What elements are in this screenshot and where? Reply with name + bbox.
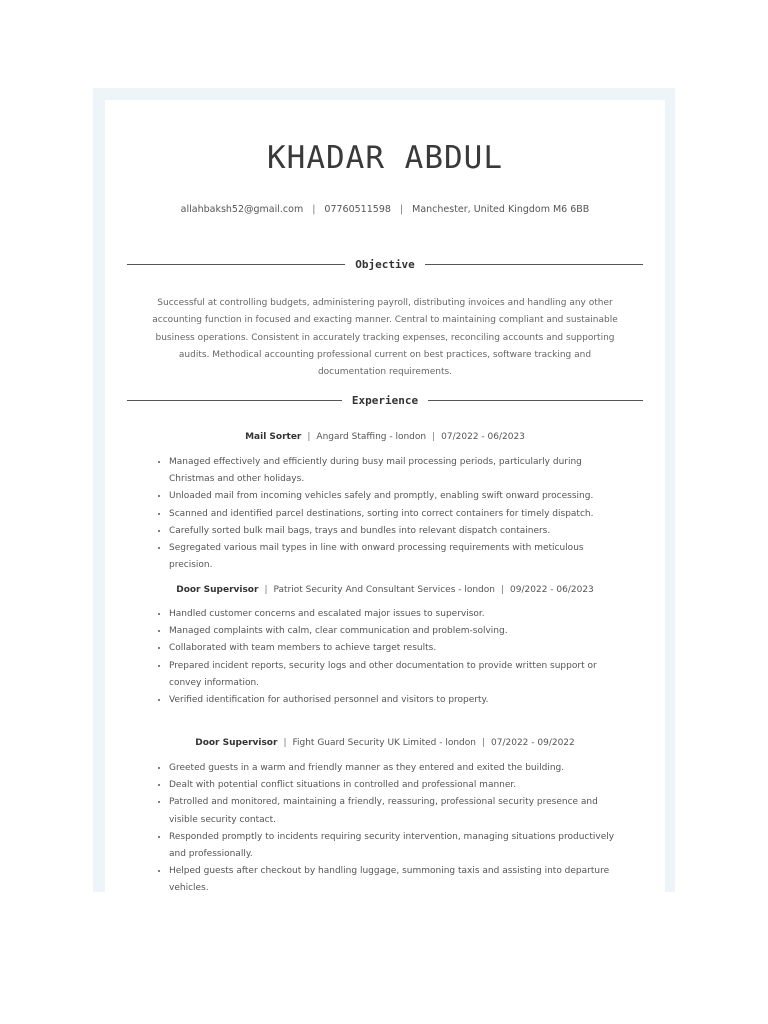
job-bullet: • Scanned and identified parcel destinations, sorting into correct containers for timely dispatch. [169,506,625,523]
job-title-line [105,432,665,442]
job-bullet-list [153,760,625,898]
objective-heading [127,256,643,272]
job-role: Door Supervisor [195,738,278,748]
experience-heading-text: Experience [351,393,419,407]
job-separator: | [481,738,486,748]
job-bullet-list [153,606,625,709]
heading-rule-left [127,400,342,401]
contact-location: Manchester, United Kingdom M6 6BB [412,204,590,215]
job-bullet: • Managed effectively and efficiently during busy mail processing periods, particularly during Christmas and other holidays. [169,454,625,488]
resume-page [105,100,665,892]
job-bullet: • Unloaded mail from incoming vehicles safely and promptly, enabling swift onward processing. [169,488,625,505]
job-separator: | [500,585,505,595]
job-separator: | [307,432,311,442]
job-bullet: • Segregated various mail types in line with onward processing requirements with meticulous precision. [169,540,625,574]
job-bullet: • Patrolled and monitored, maintaining a friendly, reassuring, professional security presence and visible security contact. [169,794,625,828]
job-bullet: • Responded promptly to incidents requiring security intervention, managing situations productively and professionally. [169,829,625,863]
heading-rule-right [425,264,643,265]
job-role: Mail Sorter [245,432,302,442]
job-company: Fight Guard Security UK Limited - london [292,738,476,748]
job-separator: | [432,432,436,442]
job-bullet: • Handled customer concerns and escalated major issues to supervisor. [169,606,625,623]
objective-text: Successful at controlling budgets, administering payroll, distributing invoices and handling any other accounting function in focused and exacting manner. Central to maintaining compliant and sustainable business operations. Consistent in accurately tracking expenses, reconciling accounts and supporting audits. Methodical accounting professional current on best practices, software tracking and documentation requirements. [152,298,618,378]
job-bullet-list [153,454,625,574]
contact-separator: | [399,204,404,215]
job-separator: | [264,585,268,595]
job-bullet: • Carefully sorted bulk mail bags, trays and bundles into relevant dispatch containers. [169,523,625,540]
contact-email: allahbaksh52@gmail.com [180,204,304,215]
job-title-line [105,585,665,595]
job-role: Door Supervisor [176,585,259,595]
job-bullet: • Prepared incident reports, security logs and other documentation to provide written support or convey information. [169,658,625,692]
heading-rule-right [428,400,643,401]
objective-heading-text: Objective [355,257,415,271]
job-company: Patriot Security And Consultant Services - london [273,585,495,595]
heading-rule-left [127,264,345,265]
job-bullet: • Collaborated with team members to achieve target results. [169,640,625,657]
job-bullet: • Greeted guests in a warm and friendly manner as they entered and exited the building. [169,760,625,777]
contact-line [105,204,665,215]
job-bullet: • Helped guests after checkout by handling luggage, summoning taxis and assisting into departure vehicles. [169,863,625,897]
experience-heading [127,392,643,408]
job-bullet: • Managed complaints with calm, clear communication and problem-solving. [169,623,625,640]
contact-phone: 07760511598 [324,204,391,215]
job-separator: | [283,738,287,748]
job-company: Angard Staffing - london [316,432,427,442]
job-dates: 07/2022 - 09/2022 [491,738,575,748]
job-bullet: • Verified identification for authorised personnel and visitors to property. [169,692,625,709]
contact-separator: | [312,204,316,215]
job-title-line [105,738,665,748]
job-bullet: • Dealt with potential conflict situations in controlled and professional manner. [169,777,625,794]
candidate-name: KHADAR ABDUL [267,140,503,176]
job-dates: 07/2022 - 06/2023 [441,432,525,442]
job-dates: 09/2022 - 06/2023 [510,585,594,595]
